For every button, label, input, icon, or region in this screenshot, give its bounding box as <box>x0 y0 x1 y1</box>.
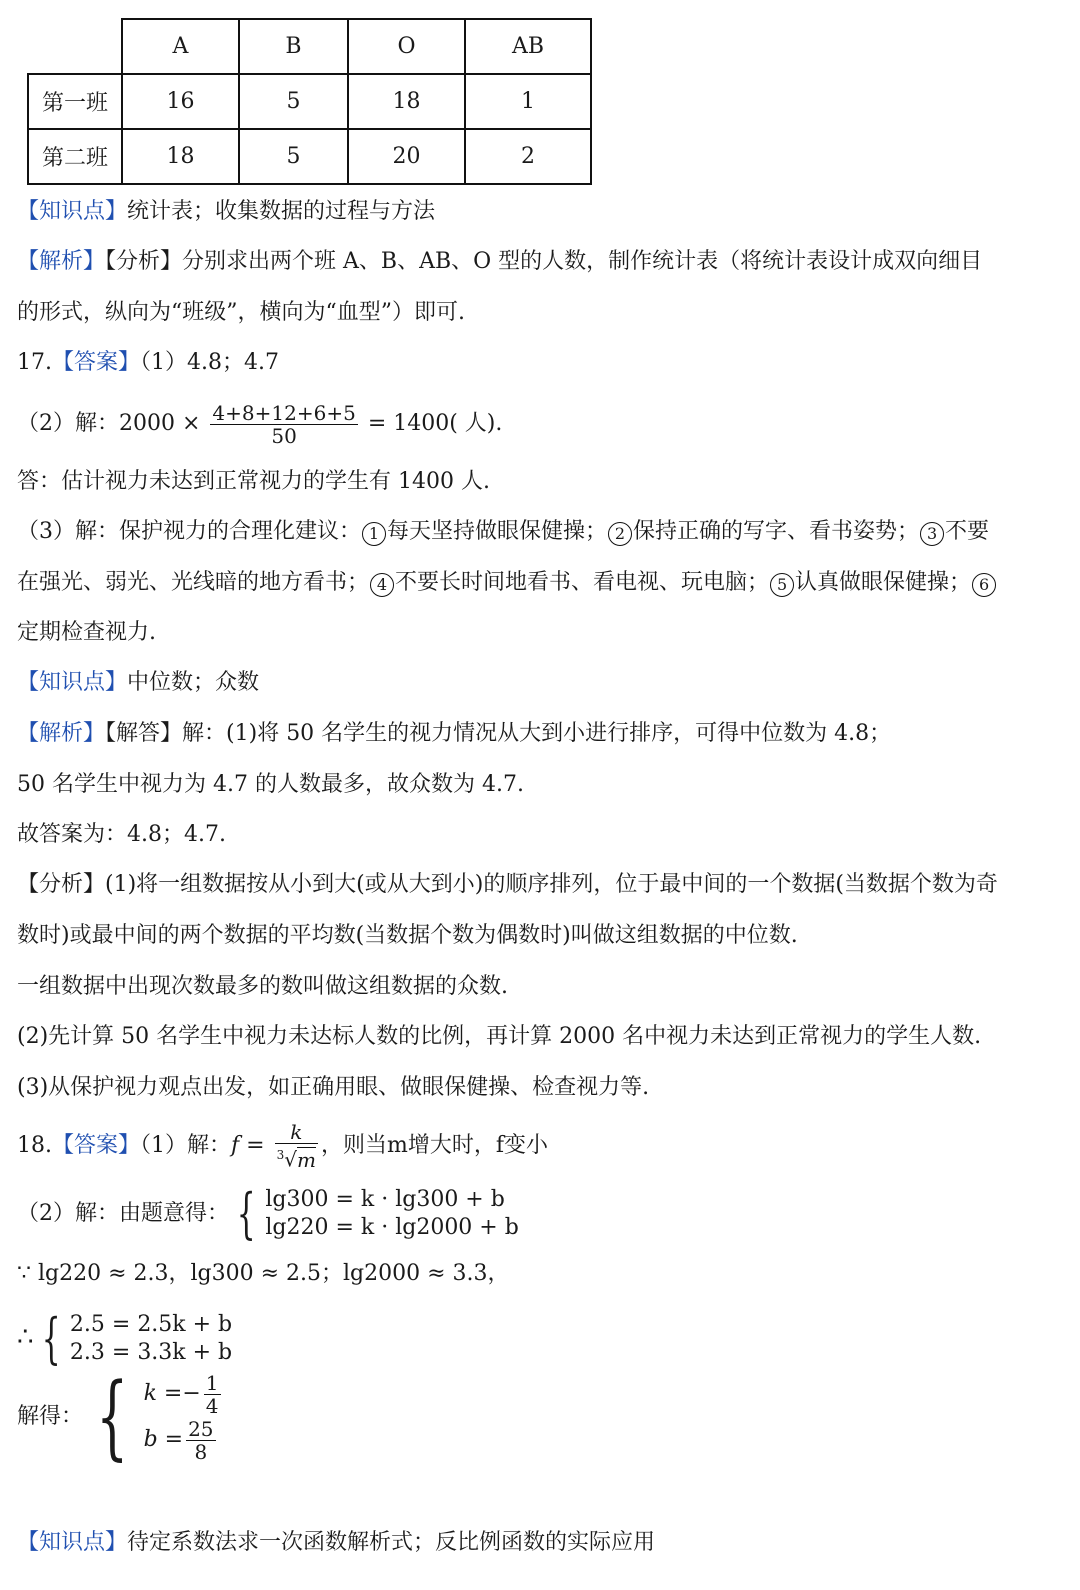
suggestion-5: 认真做眼保健操； <box>795 570 972 595</box>
q18-solution-line <box>17 1363 224 1470</box>
solve-label: 解得： <box>17 1404 84 1429</box>
q18-knowledge-line <box>17 1528 655 1558</box>
fenxi-tag: 【分析】 <box>17 872 106 897</box>
table-cell: 20 <box>348 129 465 184</box>
q16-analysis-line <box>17 247 982 277</box>
table-cell <box>28 19 122 74</box>
b-equals: b = <box>143 1427 184 1452</box>
jieda-tag: 【解答】 <box>105 721 183 746</box>
analysis-tag: 【解析】 <box>17 249 106 274</box>
table-header: AB <box>465 19 591 74</box>
q17-part2-suffix: = 1400( 人). <box>367 411 503 436</box>
q18-since-line: ∵ lg220 ≈ 2.3，lg300 ≈ 2.5；lg2000 ≈ 3.3， <box>17 1261 510 1286</box>
q17-number: 17. <box>17 350 52 375</box>
circled-number-icon: 2 <box>608 522 632 546</box>
suggestion-3-start: 不要 <box>945 519 990 544</box>
table-header: B <box>239 19 348 74</box>
knowledge-tag: 【知识点】 <box>17 199 128 224</box>
q17-fenxi-line-4: (2)先计算 50 名学生中视力未达标人数的比例，再计算 2000 名中视力未达到正常视力的学生人数. <box>17 1024 982 1049</box>
q17-part3-line-2 <box>17 568 997 598</box>
equation-4: 2.3 = 3.3k + b <box>69 1340 233 1365</box>
solution-system <box>144 1371 224 1463</box>
equation-1: lg300 = k · lg300 + b <box>265 1187 505 1212</box>
circled-number-icon: 1 <box>362 522 386 546</box>
k-solution <box>144 1371 224 1417</box>
therefore-symbol: ∴ <box>17 1322 34 1352</box>
knowledge-tag: 【知识点】 <box>17 670 128 695</box>
q17-fenxi-line-3: 一组数据中出现次数最多的数叫做这组数据的众数. <box>17 974 508 999</box>
k-fraction <box>204 1372 221 1417</box>
suggestion-2: 保持正确的写字、看书姿势； <box>633 519 920 544</box>
q16-analysis-line-2: 的形式，纵向为“班级”，横向为“血型”）即可. <box>17 300 465 325</box>
q18-part1-prefix: （1）解： <box>140 1133 232 1158</box>
k-equals: k =− <box>143 1381 201 1406</box>
q17-part2-line <box>17 398 502 450</box>
q17-fenxi-line-2: 数时)或最中间的两个数据的平均数(当数据个数为偶数时)叫做这组数据的中位数. <box>17 923 798 948</box>
suggestion-3-end: 在强光、弱光、光线暗的地方看书； <box>17 570 370 595</box>
q17-part1: （1）4.8；4.7 <box>140 350 279 375</box>
q17-fenxi-line-1 <box>17 870 998 900</box>
q17-part3-line-1 <box>17 517 989 547</box>
q17-jieda-line-3: 故答案为：4.8；4.7. <box>17 822 226 847</box>
circled-number-icon: 5 <box>770 573 794 597</box>
root-index: 3 <box>276 1148 285 1163</box>
q16-analysis-1: 分别求出两个班 A、B、AB、O 型的人数，制作统计表（将统计表设计成双向细目 <box>182 249 983 274</box>
table-cell: 第一班 <box>28 74 122 129</box>
q18-f-equals: f = <box>231 1133 265 1158</box>
circled-number-icon: 3 <box>920 522 944 546</box>
suggestion-1: 每天坚持做眼保健操； <box>387 519 608 544</box>
table-cell: 1 <box>465 74 591 129</box>
equation-system-1 <box>265 1186 518 1242</box>
q17-part3-intro: （3）解：保护视力的合理化建议： <box>17 519 361 544</box>
root-variable: m <box>296 1147 316 1172</box>
table-cell: 5 <box>239 129 348 184</box>
q18-number: 18. <box>17 1133 52 1158</box>
q16-knowledge: 统计表；收集数据的过程与方法 <box>127 199 436 224</box>
q17-fraction <box>210 402 357 447</box>
q18-part1-line <box>17 1118 548 1174</box>
answer-tag: 【答案】 <box>52 350 141 375</box>
q18-part2-line <box>17 1183 519 1245</box>
fraction-numerator: k <box>275 1121 318 1144</box>
table-cell: 第二班 <box>28 129 122 184</box>
equation-2: lg220 = k · lg2000 + b <box>265 1215 519 1240</box>
analysis-tag: 【解析】 <box>17 721 106 746</box>
left-brace-icon: { <box>96 1363 129 1470</box>
q18-fraction <box>275 1121 318 1171</box>
q17-jieda-line-1 <box>17 719 891 749</box>
circled-number-icon: 6 <box>972 573 996 597</box>
equation-3: 2.5 = 2.5k + b <box>69 1312 233 1337</box>
table-row <box>28 74 591 129</box>
q17-knowledge-line <box>17 668 259 698</box>
fraction-denominator: 4 <box>205 1393 219 1418</box>
table-row <box>28 129 591 184</box>
blood-type-table <box>27 18 592 185</box>
fraction-denominator: 50 <box>271 423 297 448</box>
q17-part3-line-3: 定期检查视力. <box>17 620 156 645</box>
suggestion-4: 不要长时间地看书、看电视、玩电脑； <box>395 570 770 595</box>
b-fraction <box>186 1418 215 1463</box>
fraction-numerator: 4+8+12+6+5 <box>212 400 356 425</box>
table-header: O <box>348 19 465 74</box>
q17-jieda-line-2: 50 名学生中视力为 4.7 的人数最多，故众数为 4.7. <box>17 772 524 797</box>
q18-knowledge: 待定系数法求一次函数解析式；反比例函数的实际应用 <box>127 1530 656 1555</box>
q17-jieda-1: 解：(1)将 50 名学生的视力情况从大到小进行排序，可得中位数为 4.8； <box>182 721 892 746</box>
q18-therefore-line <box>17 1306 232 1370</box>
fenxi-tag: 【分析】 <box>105 249 183 274</box>
q18-part1-suffix: ，则当m增大时，f变小 <box>320 1133 548 1158</box>
q17-answer-text: 答：估计视力未达到正常视力的学生有 1400 人. <box>17 469 490 494</box>
fraction-numerator: 1 <box>205 1370 219 1395</box>
table-header: A <box>122 19 239 74</box>
table-header-row <box>28 19 591 74</box>
fraction-denominator: 8 <box>194 1439 208 1464</box>
fraction-denominator: $^3$√m <box>276 1147 316 1172</box>
q17-knowledge: 中位数；众数 <box>127 670 260 695</box>
left-brace-icon: { <box>41 1307 61 1370</box>
knowledge-tag: 【知识点】 <box>17 1530 128 1555</box>
table-cell: 18 <box>122 129 239 184</box>
b-solution <box>144 1417 224 1463</box>
q16-knowledge-line <box>17 197 435 227</box>
q17-answer-line <box>17 348 279 378</box>
q17-fenxi-1: (1)将一组数据按从小到大(或从大到小)的顺序排列，位于最中间的一个数据(当数据个数为奇 <box>105 872 998 897</box>
left-brace-icon: { <box>236 1182 256 1245</box>
q17-part2-prefix: （2）解：2000 × <box>17 411 201 436</box>
equation-system-2 <box>70 1311 232 1367</box>
answer-tag: 【答案】 <box>52 1133 141 1158</box>
q18-part2-prefix: （2）解：由题意得： <box>17 1201 229 1226</box>
table-cell: 16 <box>122 74 239 129</box>
fraction-numerator: 25 <box>188 1416 214 1441</box>
circled-number-icon: 4 <box>370 573 394 597</box>
table-cell: 2 <box>465 129 591 184</box>
table-cell: 5 <box>239 74 348 129</box>
table-cell: 18 <box>348 74 465 129</box>
q17-fenxi-line-5: (3)从保护视力观点出发，如正确用眼、做眼保健操、检查视力等. <box>17 1075 650 1100</box>
